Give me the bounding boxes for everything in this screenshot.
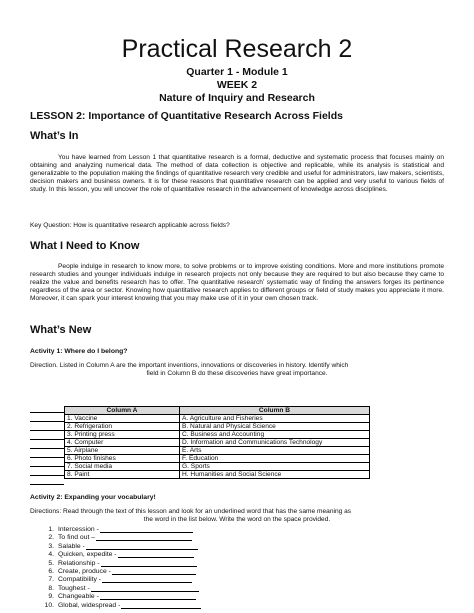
list-item	[40, 551, 300, 559]
answer-line[interactable]	[112, 568, 196, 575]
need-to-know-paragraph: People indulge in research to know more, to solve problems or to improve existing conditions. More and more institutions promote research studies and younger individuals indulge in research projects not only because they are required to but also because they came to realize the value and benefits research has to offer. The quantitative research’ systematic way of finding the answers forges its pertinence regardless of the area or sector. Knowing how quantitative research applies to different groups or field of study makes you appreciate it more. Moreover, it can spark your interest knowing that you may make use of it in your own chosen track.	[30, 263, 444, 302]
item-number: 9.	[48, 593, 54, 601]
table-row	[65, 431, 370, 439]
list-item	[40, 568, 300, 576]
answer-blank[interactable]	[30, 440, 64, 449]
item-label: Toughest -	[58, 584, 90, 592]
activity2-direction-line1: Directions: Read through the text of this lesson and look for an underlined word that has the same meaning as	[30, 508, 352, 515]
list-item	[40, 526, 300, 534]
item-number: 1.	[48, 526, 54, 533]
activity1-direction	[30, 362, 444, 378]
item-number: 2.	[48, 534, 54, 542]
matching-table	[64, 406, 370, 479]
activity2-direction	[30, 508, 444, 524]
column-b-cell: E. Arts	[180, 447, 370, 455]
table-row	[65, 463, 370, 471]
item-label: Create, produce -	[58, 567, 111, 575]
item-label: Compatibility -	[58, 576, 102, 584]
list-item	[40, 593, 300, 601]
table-row	[65, 471, 370, 479]
table-row	[65, 423, 370, 431]
document-title: Practical Research 2	[121, 35, 353, 63]
item-label: Intercession -	[58, 526, 99, 533]
lesson-title: LESSON 2: Importance of Quantitative Research Across Fields	[30, 110, 343, 122]
answer-blank[interactable]	[30, 422, 64, 431]
column-b-cell: H. Humanities and Social Science	[180, 471, 370, 479]
column-b-cell: G. Sports	[180, 463, 370, 471]
answer-blank[interactable]	[30, 449, 64, 458]
activity1-direction-line1: Direction. Listed in Column A are the important inventions, innovations or discoveries in history. Identify which	[30, 362, 349, 369]
item-number: 3.	[48, 542, 54, 550]
column-b-cell: A. Agriculture and Fisheries	[180, 415, 370, 423]
item-number: 5.	[48, 559, 54, 567]
whats-new-heading: What’s New	[30, 324, 92, 336]
table-row	[65, 455, 370, 463]
answer-line[interactable]	[96, 534, 192, 541]
table-row	[65, 439, 370, 447]
need-to-know-heading: What I Need to Know	[30, 240, 140, 252]
item-number: 7.	[48, 576, 54, 584]
table-row	[65, 447, 370, 455]
item-number: 4.	[48, 551, 54, 559]
item-number: 10.	[44, 601, 54, 609]
whats-in-heading: What’s In	[30, 130, 79, 142]
list-item	[40, 534, 300, 542]
answer-line[interactable]	[118, 551, 194, 558]
column-b-cell: F. Education	[180, 455, 370, 463]
answer-line[interactable]	[91, 585, 199, 592]
week-label: WEEK 2	[216, 79, 258, 91]
item-label: To find out –	[58, 534, 96, 542]
answer-line[interactable]	[102, 576, 192, 583]
whats-in-paragraph: You have learned from Lesson 1 that quantitative research is a formal, deductive and systematic process that focuses mainly on obtaining and analyzing numerical data. The method of data collection is objective and replicable, while its analysis is statistical and generalizable to the population making the findings of quantitative research very credible and useful for administrators, law makers, scientists, decision makers and business owners. It is for these reasons that quantitative research can be applied and very useful to various fields of study. In this lesson, you will uncover the role of quantitative research in the advancement of knowledge across disciplines.	[30, 154, 444, 193]
column-a-cell: 2. Refrigeration	[65, 423, 180, 431]
item-label: Quicken, expedite -	[58, 551, 117, 559]
answer-blank[interactable]	[30, 431, 64, 440]
key-question: Key Question: How is quantitative research applicable across fields?	[30, 222, 230, 229]
column-a-cell: 8. Paint	[65, 471, 180, 479]
topic-label: Nature of Inquiry and Research	[159, 92, 315, 104]
item-label: Relationship -	[58, 559, 100, 567]
item-number: 6.	[48, 567, 54, 575]
activity2-title: Activity 2: Expanding your vocabulary!	[30, 494, 156, 501]
column-a-cell: 3. Printing press	[65, 431, 180, 439]
column-b-cell: B. Natural and Physical Science	[180, 423, 370, 431]
item-label: Changeable -	[58, 593, 99, 601]
answer-blank[interactable]	[30, 476, 64, 485]
answer-line[interactable]	[121, 602, 201, 609]
quarter-module: Quarter 1 - Module 1	[186, 66, 288, 78]
answer-blank[interactable]	[30, 413, 64, 422]
activity1-direction-line2: field in Column B do these discoveries have great importance.	[146, 370, 328, 377]
answer-line[interactable]	[86, 543, 198, 550]
column-b-cell: D. Information and Communications Technology	[180, 439, 370, 447]
activity2-direction-line2: the word in the list below. Write the word on the space provided.	[143, 516, 331, 523]
column-a-cell: 5. Airplane	[65, 447, 180, 455]
list-item	[40, 602, 300, 610]
answer-line[interactable]	[101, 560, 197, 567]
answer-line[interactable]	[100, 526, 193, 533]
item-label: Salable -	[58, 542, 85, 550]
column-a-cell: 1. Vaccine	[65, 415, 180, 423]
list-item	[40, 560, 300, 568]
item-label: Global, widespread -	[58, 601, 121, 609]
list-item	[40, 576, 300, 584]
answer-blank[interactable]	[30, 458, 64, 467]
column-b-header: Column B	[180, 407, 370, 415]
vocabulary-list	[40, 526, 300, 610]
answer-blanks	[30, 405, 64, 485]
column-b-cell: C. Business and Accounting	[180, 431, 370, 439]
header-spacer	[30, 405, 64, 413]
column-a-cell: 7. Social media	[65, 463, 180, 471]
column-a-cell: 6. Photo finishes	[65, 455, 180, 463]
column-a-cell: 4. Computer	[65, 439, 180, 447]
table-header-row	[65, 407, 370, 415]
list-item	[40, 585, 300, 593]
list-item	[40, 543, 300, 551]
activity1-title: Activity 1: Where do I belong?	[30, 348, 128, 355]
table-row	[65, 415, 370, 423]
answer-blank[interactable]	[30, 467, 64, 476]
column-a-header: Column A	[65, 407, 180, 415]
answer-line[interactable]	[100, 593, 196, 600]
item-number: 8.	[48, 584, 54, 592]
